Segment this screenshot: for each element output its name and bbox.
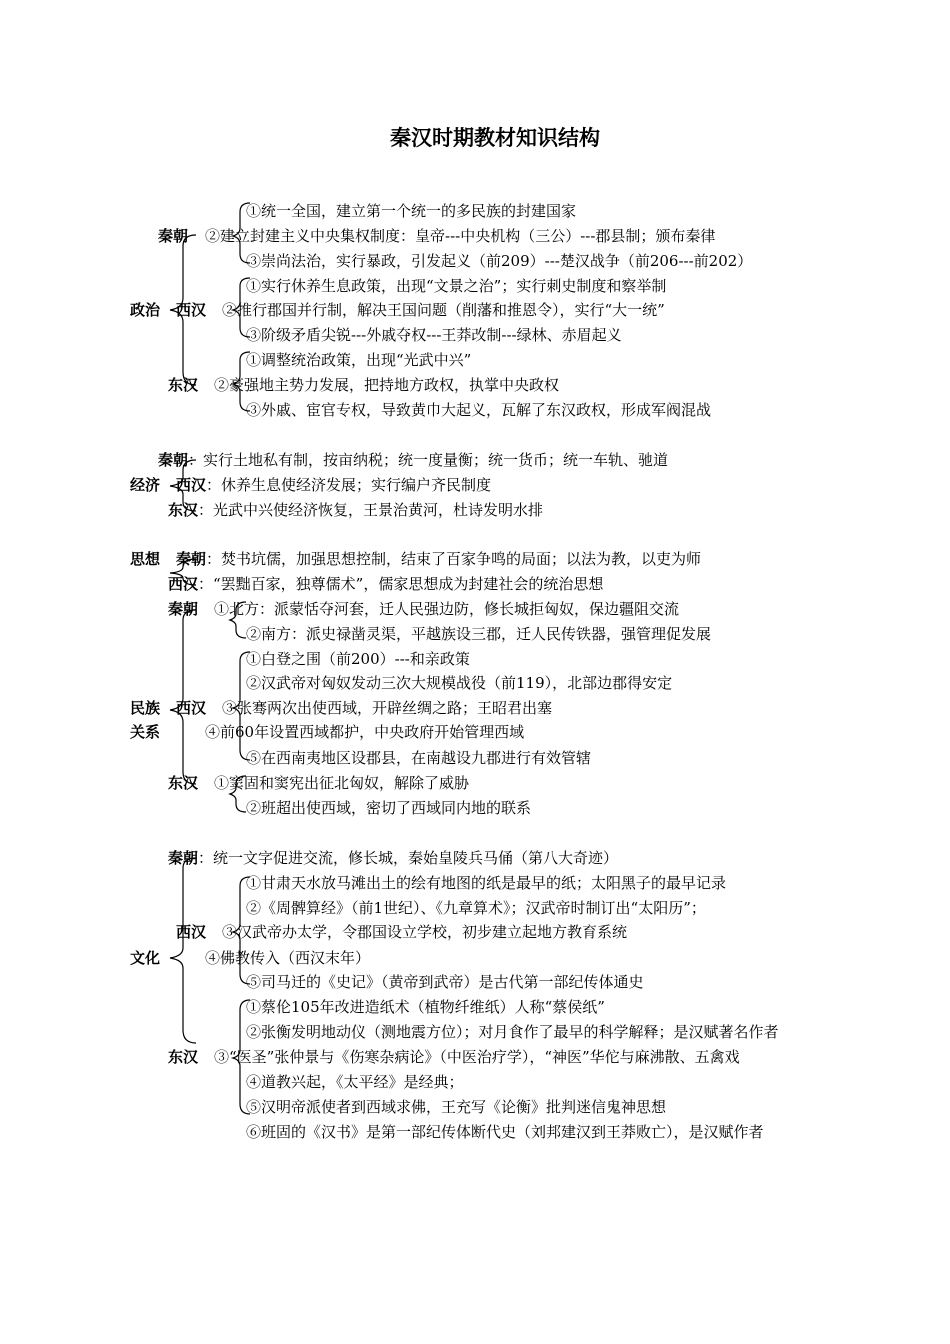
- culture-xihan-item-3: ③汉武帝办太学，令郡国设立学校，初步建立起地方教育系统: [222, 923, 628, 941]
- politics-donghan-item-2: ②豪强地主势力发展，把持地方政权，执掌中央政权: [214, 376, 560, 394]
- economy-qin-text: ：实行土地私有制，按亩纳税；统一度量衡；统一货币；统一车轨、驰道: [188, 451, 669, 469]
- culture-donghan-label: 东汉: [168, 1048, 199, 1066]
- politics-xihan-item-1: ①实行休养生息政策，出现“文景之治”；实行刺史制度和察举制: [246, 277, 667, 295]
- ethnic-xihan-item-5: ⑤在西南夷地区设郡县，在南越设九郡进行有效管辖: [246, 749, 592, 767]
- economy-donghan-label: 东汉: [168, 501, 199, 519]
- culture-donghan-item-4: ④道教兴起，《太平经》是经典；: [246, 1073, 464, 1091]
- ethnic-donghan-label: 东汉: [168, 774, 199, 792]
- culture-donghan-item-6: ⑥班固的《汉书》是第一部纪传体断代史（刘邦建汉到王莽败亡），是汉赋作者: [246, 1123, 764, 1141]
- politics-qin-item-3: ③崇尚法治，实行暴政，引发起义（前209）---楚汉战争（前206---前202）: [246, 252, 753, 270]
- culture-qin-label: 秦朝: [168, 849, 199, 867]
- thought-xihan-label: 西汉: [168, 575, 199, 593]
- ethnic-qin-item-1: ①北方：派蒙恬夺河套，迁人民强边防，修长城拒匈奴，保边疆阻交流: [214, 600, 680, 618]
- economy-label: 经济: [130, 476, 161, 494]
- politics-xihan-item-3: ③阶级矛盾尖锐---外戚夺权---王莽改制---绿林、赤眉起义: [246, 326, 622, 344]
- culture-qin-text: ：统一文字促进交流，修长城，秦始皇陵兵马俑（第八大奇迹）: [198, 849, 619, 867]
- ethnic-xihan-item-2: ②汉武帝对匈奴发动三次大规模战役（前119），北部边郡得安定: [246, 674, 673, 692]
- culture-label: 文化: [130, 949, 161, 967]
- economy-xihan-label: 西汉: [176, 476, 207, 494]
- politics-donghan-item-1: ①调整统治政策，出现“光武中兴”: [246, 351, 472, 369]
- page-title: 秦汉时期教材知识结构: [390, 126, 600, 150]
- politics-qin-item-2: ②建立封建主义中央集权制度：皇帝---中央机构（三公）---郡县制；颁布秦律: [205, 227, 716, 245]
- economy-xihan-text: ：休养生息使经济发展；实行编户齐民制度: [206, 476, 492, 494]
- culture-donghan-item-2: ②张衡发明地动仪（测地震方位）；对月食作了最早的科学解释；是汉赋著名作者: [246, 1023, 779, 1041]
- politics-qin-item-1: ①统一全国，建立第一个统一的多民族的封建国家: [246, 202, 577, 220]
- ethnic-donghan-item-2: ②班超出使西域，密切了西域同内地的联系: [246, 799, 532, 817]
- thought-xihan-text: ：“罢黜百家，独尊儒术”，儒家思想成为封建社会的统治思想: [198, 575, 604, 593]
- culture-donghan-item-1: ①蔡伦105年改进造纸术（植物纤维纸）人称“蔡侯纸”: [246, 998, 605, 1016]
- economy-qin-line: [158, 450, 668, 470]
- thought-qin-label: 秦朝: [176, 550, 207, 568]
- culture-qin-line: [168, 848, 618, 868]
- culture-xihan-item-2: ②《周髀算经》（前1世纪）、《九章算术》；汉武帝时制订出“太阳历”；: [246, 899, 706, 917]
- politics-label: 政治: [130, 301, 161, 319]
- culture-donghan-item-5: ⑤汉明帝派使者到西域求佛，王充写《论衡》批判迷信鬼神思想: [246, 1098, 667, 1116]
- ethnic-label-1: 民族: [130, 699, 161, 717]
- culture-donghan-item-3: ③“医圣”张仲景与《伤寒杂病论》（中医治疗学），“神医”华佗与麻沸散、五禽戏: [214, 1048, 740, 1066]
- culture-xihan-item-4: ④佛教传入（西汉末年）: [205, 949, 371, 967]
- economy-donghan-line: [168, 500, 543, 520]
- ethnic-xihan-item-4: ④前60年设置西域都护，中央政府开始管理西域: [205, 723, 525, 741]
- culture-xihan-item-1: ①甘肃天水放马滩出土的绘有地图的纸是最早的纸；太阳黑子的最早记录: [246, 874, 727, 892]
- politics-xihan-label: 西汉: [176, 301, 207, 319]
- economy-xihan-line: [176, 475, 491, 495]
- ethnic-qin-item-2: ②南方：派史禄凿灵渠，平越族设三郡，迁人民传铁器，强管理促发展: [246, 625, 712, 643]
- politics-qin-label: 秦朝: [158, 227, 189, 245]
- culture-xihan-label: 西汉: [176, 923, 207, 941]
- economy-donghan-text: ：光武中兴使经济恢复，王景治黄河，杜诗发明水排: [198, 501, 544, 519]
- ethnic-label-2: 关系: [130, 723, 161, 741]
- ethnic-xihan-item-3: ③张骞两次出使西域，开辟丝绸之路；王昭君出塞: [222, 699, 553, 717]
- culture-xihan-item-5: ⑤司马迁的《史记》（黄帝到武帝）是古代第一部纪传体通史: [246, 973, 644, 991]
- thought-xihan-line: [168, 574, 603, 594]
- politics-donghan-item-3: ③外戚、宦官专权，导致黄巾大起义，瓦解了东汉政权，形成军阀混战: [246, 401, 712, 419]
- ethnic-qin-label: 秦朝: [168, 600, 199, 618]
- culture-braces: [170, 858, 250, 1114]
- thought-label: 思想: [130, 550, 161, 568]
- ethnic-donghan-item-1: ①窦固和窦宪出征北匈奴，解除了威胁: [214, 774, 470, 792]
- thought-qin-text: ：焚书坑儒，加强思想控制，结束了百家争鸣的局面；以法为教，以吏为师: [206, 550, 702, 568]
- ethnic-xihan-item-1: ①白登之围（前200）---和亲政策: [246, 650, 470, 668]
- economy-qin-label: 秦朝: [158, 451, 189, 469]
- ethnic-xihan-label: 西汉: [176, 699, 207, 717]
- thought-qin-line: [176, 549, 701, 569]
- politics-donghan-label: 东汉: [168, 376, 199, 394]
- politics-xihan-item-2: ②推行郡国并行制，解决王国问题（削藩和推恩令），实行“大一统”: [222, 301, 665, 319]
